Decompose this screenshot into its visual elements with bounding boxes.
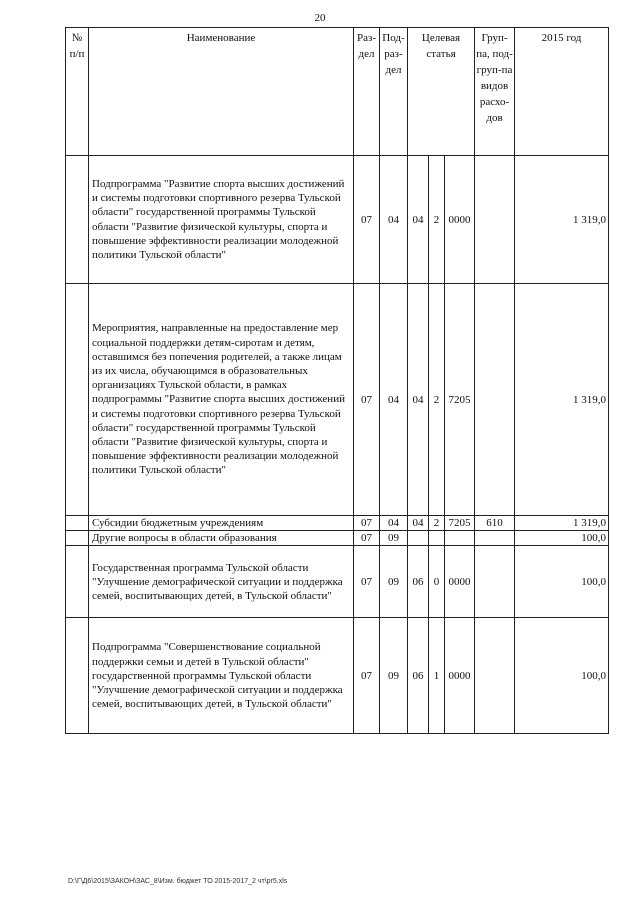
row-name: Государственная программа Тульской области "Улучшение демографической ситуации и поддержка семей, воспитывающих детей, в Тульской области" (89, 546, 354, 618)
row-target-direction: 0000 (445, 546, 475, 618)
row-section: 07 (354, 156, 380, 284)
header-name: Наименование (89, 28, 354, 156)
row-name: Подпрограмма "Развитие спорта высших достижений и системы подготовки спортивного резерва Тульской области" государственной программы Тульской области "Развитие физической культуры, спорта и повышение эффективности реализации молодежной политики Тульской области" (89, 156, 354, 284)
header-num: № п/п (66, 28, 89, 156)
row-subsection: 04 (380, 284, 408, 516)
row-target-direction: 0000 (445, 618, 475, 734)
row-amount: 100,0 (515, 531, 609, 546)
table-row (66, 284, 609, 516)
row-name: Другие вопросы в области образования (89, 531, 354, 546)
row-target-program: 04 (408, 284, 429, 516)
row-section: 07 (354, 618, 380, 734)
header-section: Раз-дел (354, 28, 380, 156)
row-group (475, 618, 515, 734)
row-subsection: 04 (380, 156, 408, 284)
table-row (66, 156, 609, 284)
page-number: 20 (314, 12, 326, 24)
row-target-program: 04 (408, 156, 429, 284)
table-row (66, 618, 609, 734)
row-section: 07 (354, 284, 380, 516)
row-target-subprogram: 1 (429, 618, 445, 734)
row-subsection: 09 (380, 618, 408, 734)
row-num (66, 516, 89, 531)
row-section: 07 (354, 531, 380, 546)
row-target-program: 04 (408, 516, 429, 531)
row-target-subprogram: 2 (429, 516, 445, 531)
row-target-subprogram (429, 531, 445, 546)
row-name: Подпрограмма "Совершенствование социальной поддержки семьи и детей в Тульской области" государственной программы Тульской области "Улучшение демографической ситуации и поддержка семей, воспитывающих детей, в Тульской области" (89, 618, 354, 734)
row-section: 07 (354, 546, 380, 618)
table-row (66, 531, 609, 546)
budget-table (65, 27, 609, 734)
footer-file-path: D:\Г\Д6\2015\ЗАКОН\ЗАС_8\Изм. бюджет ТО 2015-2017_2 чт\pr5.xls (68, 878, 288, 885)
row-target-direction (445, 531, 475, 546)
row-target-direction: 7205 (445, 284, 475, 516)
table-header-row (66, 28, 609, 156)
row-group: 610 (475, 516, 515, 531)
row-name: Мероприятия, направленные на предоставление мер социальной поддержки детям-сиротам и детям, оставшимся без попечения родителей, а также лицам из их числа, обучающимся в образовательных организациях Тульской области, в рамках подпрограммы "Развитие спорта высших достижений и системы подготовки спортивного резерва Тульской области" государственной программы Тульской области "Развитие физической культуры, спорта и повышение эффективности реализации молодежной политики Тульской области" (89, 284, 354, 516)
row-target-program (408, 531, 429, 546)
row-section: 07 (354, 516, 380, 531)
row-num (66, 546, 89, 618)
header-subsection: Под-раз-дел (380, 28, 408, 156)
table-row (66, 516, 609, 531)
header-target: Целевая статья (408, 28, 475, 156)
row-amount: 1 319,0 (515, 284, 609, 516)
row-target-program: 06 (408, 618, 429, 734)
row-group (475, 156, 515, 284)
row-target-program: 06 (408, 546, 429, 618)
table-row (66, 546, 609, 618)
row-num (66, 284, 89, 516)
row-num (66, 618, 89, 734)
row-subsection: 09 (380, 546, 408, 618)
row-target-subprogram: 2 (429, 156, 445, 284)
row-group (475, 546, 515, 618)
row-amount: 1 319,0 (515, 156, 609, 284)
row-target-subprogram: 2 (429, 284, 445, 516)
row-amount: 100,0 (515, 618, 609, 734)
header-amount: 2015 год (515, 28, 609, 156)
row-target-subprogram: 0 (429, 546, 445, 618)
row-target-direction: 0000 (445, 156, 475, 284)
row-name: Субсидии бюджетным учреждениям (89, 516, 354, 531)
row-num (66, 156, 89, 284)
row-num (66, 531, 89, 546)
row-target-direction: 7205 (445, 516, 475, 531)
row-amount: 100,0 (515, 546, 609, 618)
row-group (475, 284, 515, 516)
header-group: Груп-па, под-груп-па видов расхо-дов (475, 28, 515, 156)
row-subsection: 04 (380, 516, 408, 531)
row-amount: 1 319,0 (515, 516, 609, 531)
row-group (475, 531, 515, 546)
row-subsection: 09 (380, 531, 408, 546)
